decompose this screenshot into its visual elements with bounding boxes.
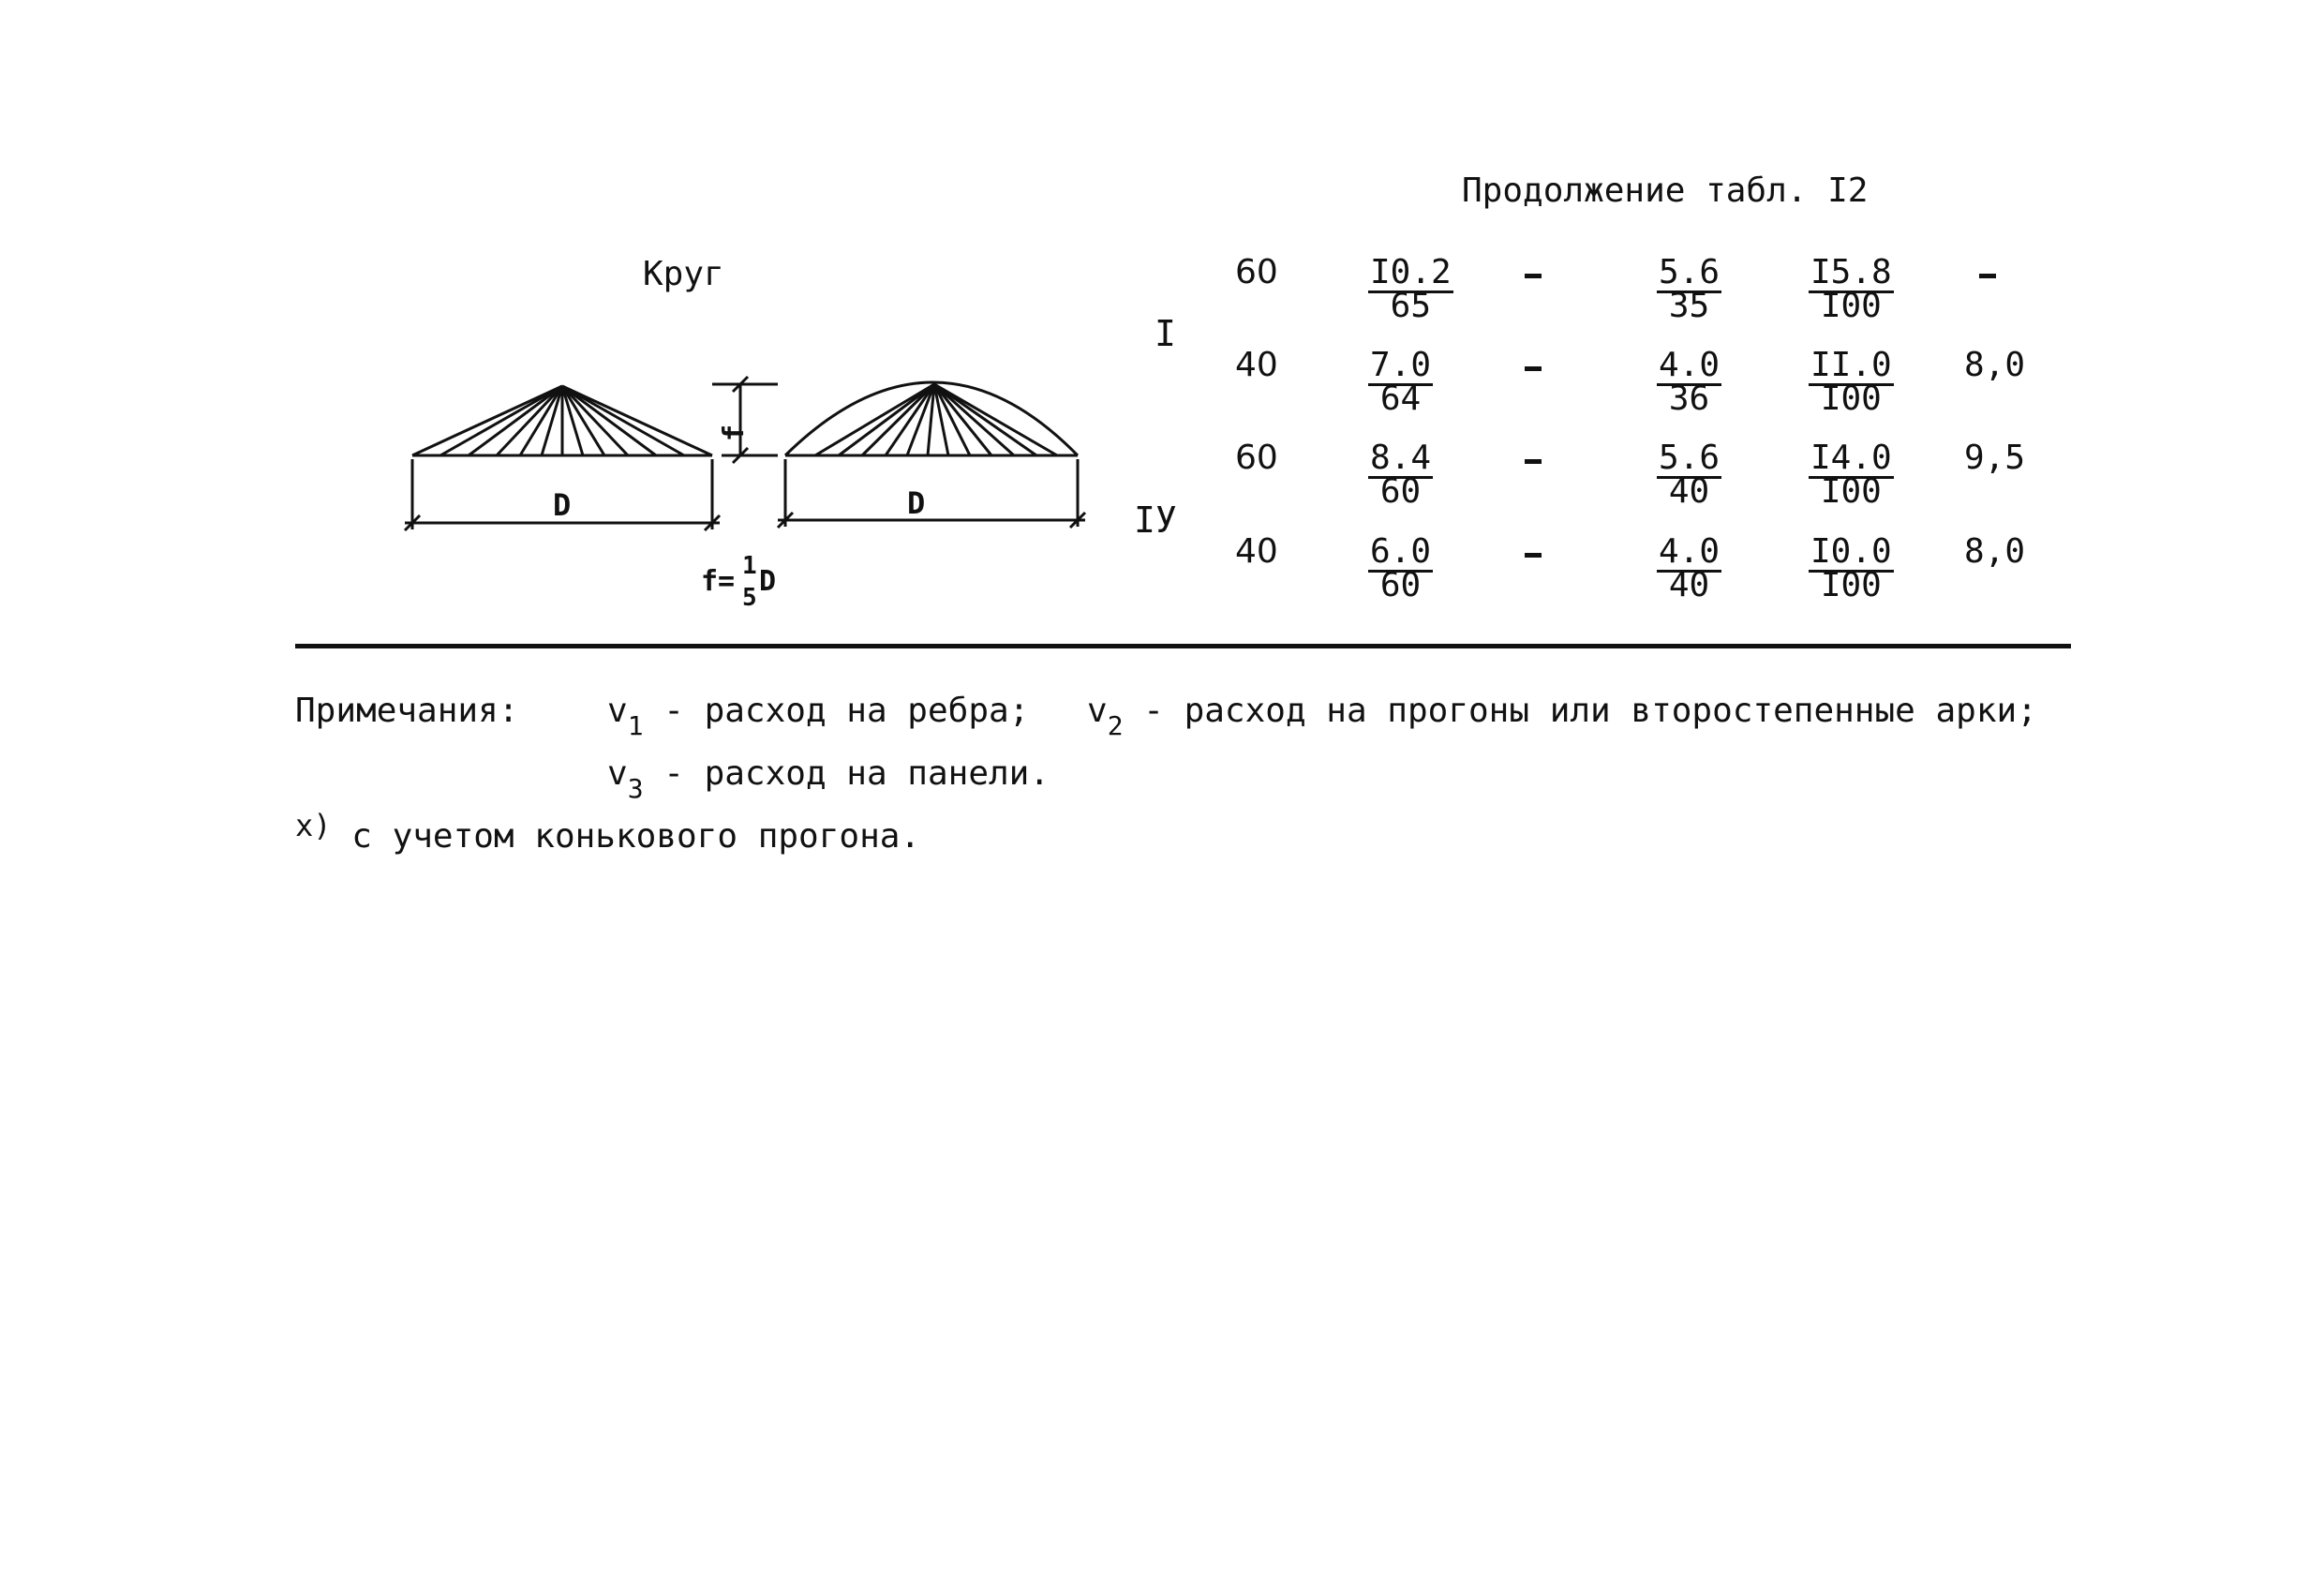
note-v3-subscript: 3 [627, 773, 644, 804]
fraction-cell [1368, 346, 1433, 418]
dash-cell [1525, 553, 1542, 558]
notes-title: Примечания: [295, 692, 519, 730]
note-v2-subscript: 2 [1107, 710, 1124, 741]
fraction-numerator: I0.0 [1810, 532, 1892, 571]
note-v1-text: - расход на ребра; [643, 692, 1030, 730]
rise-dimension [712, 377, 778, 463]
fraction-numerator: 5.6 [1659, 253, 1721, 291]
fraction-cell [1657, 346, 1721, 418]
cone-dim-label: D [553, 487, 572, 523]
fraction-cell [1368, 441, 1433, 509]
fraction-numerator: I0.2 [1370, 253, 1452, 291]
fraction-denominator: 65 [1390, 287, 1432, 325]
fraction-cell [1368, 532, 1433, 604]
span-value: 60 [1235, 253, 1278, 291]
fraction-denominator: I00 [1820, 472, 1882, 511]
fraction-denominator: 36 [1668, 380, 1710, 418]
dome-sketch [778, 382, 1085, 528]
footnote-text: с учетом конькового прогона. [351, 817, 921, 856]
span-value: 40 [1235, 532, 1278, 571]
dash-cell [1525, 274, 1542, 278]
fraction-denominator: 64 [1379, 380, 1422, 418]
fraction-cell [1657, 441, 1721, 509]
fraction-cell [1809, 532, 1894, 604]
formula-denominator: 5 [742, 584, 757, 612]
fraction-denominator: I00 [1820, 380, 1882, 418]
rise-formula [701, 552, 776, 612]
value-cell: 9,5 [1964, 439, 2026, 477]
fraction-numerator: 4.0 [1659, 532, 1721, 571]
table-continuation-caption: Продолжение табл. I2 [1462, 171, 1869, 210]
fraction-denominator: I00 [1820, 566, 1882, 604]
footnote [295, 808, 921, 856]
shape-label: Круг [643, 255, 724, 293]
note-v3-symbol: v [607, 754, 628, 793]
group-label-4: IУ [1134, 499, 1177, 541]
fraction-cell [1809, 441, 1894, 509]
value-cell: 8,0 [1964, 532, 2026, 571]
value-cell: 8,0 [1964, 346, 2026, 384]
formula-prefix: f= [701, 565, 736, 598]
fraction-numerator: 4.0 [1659, 346, 1721, 384]
dash-cell [1525, 366, 1542, 371]
formula-suffix: D [759, 565, 777, 598]
note-v2 [1087, 692, 2037, 741]
note-v1 [607, 692, 1030, 741]
note-v1-symbol: v [607, 692, 628, 730]
fraction-numerator: I5.8 [1810, 253, 1892, 291]
fraction-cell [1657, 532, 1721, 604]
fraction-numerator: 7.0 [1370, 346, 1432, 384]
fraction-numerator: 6.0 [1370, 532, 1432, 571]
fraction-denominator: 60 [1379, 472, 1422, 511]
fraction-denominator: 60 [1379, 566, 1422, 604]
footnote-mark: x) [295, 808, 332, 843]
fraction-denominator: 40 [1668, 566, 1710, 604]
dome-dim-label: D [907, 485, 926, 521]
fraction-numerator: 8.4 [1370, 439, 1432, 477]
dash-cell [1525, 459, 1542, 464]
fraction-numerator: I4.0 [1810, 439, 1892, 477]
note-v2-text: - расход на прогоны или второстепенные арки; [1123, 692, 2037, 730]
rise-label: f [718, 424, 751, 441]
fraction-denominator: 40 [1668, 472, 1710, 511]
formula-numerator: 1 [742, 552, 757, 580]
note-v1-subscript: 1 [627, 710, 644, 741]
note-v3 [607, 754, 1050, 804]
span-value: 60 [1235, 439, 1278, 477]
table-bottom-rule [295, 644, 2071, 648]
fraction-denominator: I00 [1820, 287, 1882, 325]
note-v2-symbol: v [1087, 692, 1108, 730]
fraction-cell [1809, 346, 1894, 418]
fraction-denominator: 35 [1668, 287, 1710, 325]
fraction-numerator: 5.6 [1659, 439, 1721, 477]
fraction-cell [1657, 253, 1721, 325]
note-v3-text: - расход на панели. [643, 754, 1050, 793]
dash-cell [1979, 274, 1996, 278]
group-label-1: I [1155, 313, 1176, 354]
fraction-numerator: II.0 [1810, 346, 1892, 384]
span-value: 40 [1235, 346, 1278, 384]
fraction-cell [1368, 253, 1453, 325]
fraction-cell [1809, 253, 1894, 325]
